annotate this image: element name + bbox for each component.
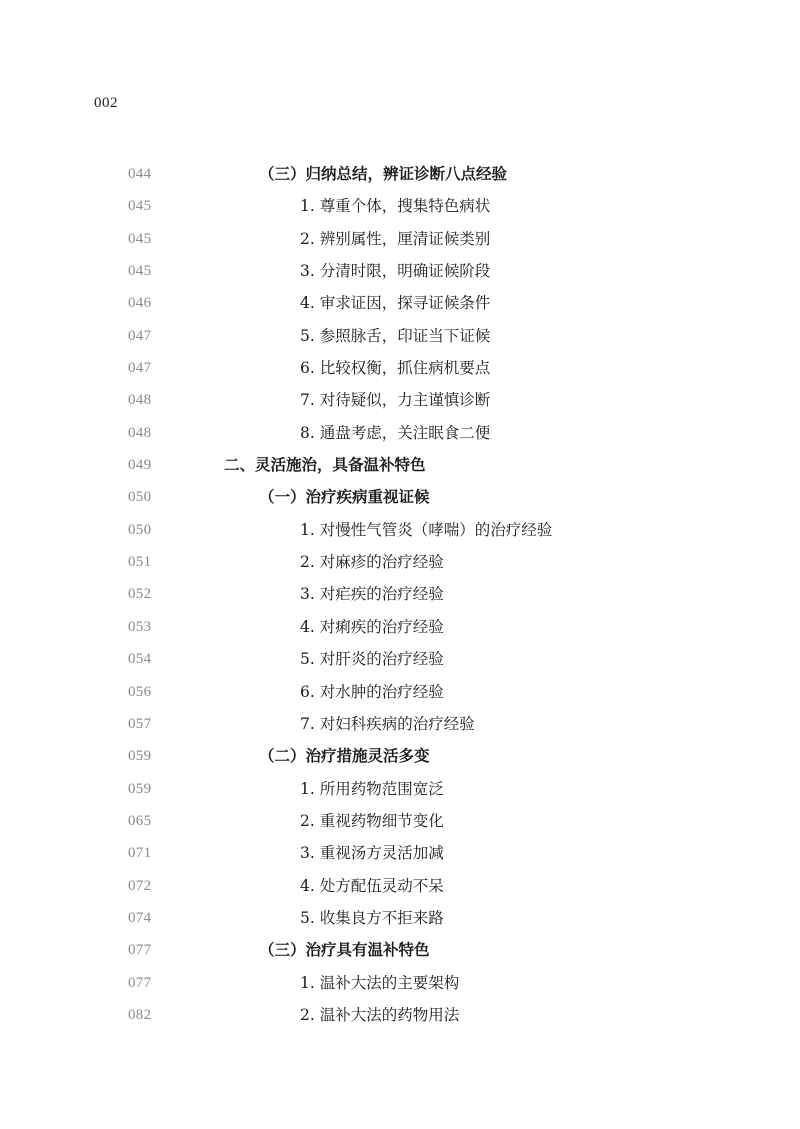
toc-entry (0, 546, 800, 578)
toc-page-number: 051 (128, 554, 152, 571)
toc-item-title: 1. 尊重个体，搜集特色病状 (300, 197, 491, 216)
toc-page-number: 045 (128, 198, 152, 215)
toc-item-title: 3. 对疟疾的治疗经验 (300, 585, 444, 604)
toc-item-title: 7. 对妇科疾病的治疗经验 (300, 714, 475, 733)
toc-page-number: 050 (128, 489, 152, 506)
toc-subsection-title: （一）治疗疾病重视证候 (259, 487, 430, 507)
toc-item-title: 4. 对痢疾的治疗经验 (300, 617, 444, 636)
toc-page-number: 047 (128, 360, 152, 377)
toc-item-title: 2. 对麻疹的治疗经验 (300, 553, 444, 572)
toc-item-title: 3. 重视汤方灵活加减 (300, 844, 444, 863)
toc-item-title: 4. 处方配伍灵动不呆 (300, 876, 444, 895)
toc-section-title: 二、灵活施治，具备温补特色 (224, 455, 426, 475)
toc-page-number: 059 (128, 748, 152, 765)
toc-entry (0, 320, 800, 352)
toc-page-number: 052 (128, 586, 152, 603)
toc-item-title: 3. 分清时限，明确证候阶段 (300, 262, 491, 281)
toc-entry (0, 999, 800, 1031)
toc-page-number: 074 (128, 909, 152, 926)
toc-page-number: 054 (128, 651, 152, 668)
toc-page-number: 048 (128, 392, 152, 409)
toc-item-title: 7. 对待疑似，力主谨慎诊断 (300, 391, 491, 410)
toc-page-number: 053 (128, 618, 152, 635)
toc-entry (0, 676, 800, 708)
toc-entry (0, 287, 800, 319)
toc-entry (0, 223, 800, 255)
toc-page-number: 059 (128, 780, 152, 797)
toc-entry (0, 740, 800, 772)
toc-page-number: 050 (128, 521, 152, 538)
toc-subsection-title: （三）治疗具有温补特色 (259, 940, 430, 960)
toc-page-number: 047 (128, 327, 152, 344)
toc-item-title: 2. 温补大法的药物用法 (300, 1005, 460, 1024)
toc-subsection-title: （三）归纳总结，辨证诊断八点经验 (259, 164, 508, 183)
toc-entry (0, 514, 800, 546)
toc-entry (0, 449, 800, 481)
toc-page-number: 049 (128, 457, 152, 474)
toc-entry (0, 643, 800, 675)
toc-entry (0, 384, 800, 416)
toc-entry (0, 708, 800, 740)
toc-page-number: 045 (128, 263, 152, 280)
toc-page-number: 044 (128, 166, 152, 182)
toc-entry (0, 837, 800, 869)
toc-item-title: 2. 辨别属性，厘清证候类别 (300, 229, 491, 248)
toc-entry (0, 805, 800, 837)
toc-entry (0, 578, 800, 610)
toc-page-number: 077 (128, 942, 152, 959)
toc-entry (0, 870, 800, 902)
page-number: 002 (94, 95, 118, 111)
toc-item-title: 5. 参照脉舌，印证当下证候 (300, 326, 491, 345)
toc-page-number: 065 (128, 812, 152, 829)
table-of-contents (0, 158, 800, 1031)
toc-item-title: 2. 重视药物细节变化 (300, 811, 444, 830)
toc-page-number: 077 (128, 974, 152, 991)
toc-entry (0, 611, 800, 643)
toc-entry (0, 902, 800, 934)
toc-page-number: 071 (128, 845, 152, 862)
toc-page-number: 056 (128, 683, 152, 700)
toc-page-number: 046 (128, 295, 152, 312)
toc-page-number: 082 (128, 1006, 152, 1023)
toc-item-title: 5. 对肝炎的治疗经验 (300, 650, 444, 669)
toc-page-number: 072 (128, 877, 152, 894)
toc-page-number: 045 (128, 230, 152, 247)
toc-item-title: 6. 比较权衡，抓住病机要点 (300, 359, 491, 378)
toc-item-title: 6. 对水肿的治疗经验 (300, 682, 444, 701)
toc-entry (0, 255, 800, 287)
toc-item-title: 1. 所用药物范围宽泛 (300, 779, 444, 798)
toc-entry (0, 190, 800, 222)
toc-item-title: 1. 对慢性气管炎（哮喘）的治疗经验 (300, 520, 553, 539)
toc-entry (0, 481, 800, 513)
toc-item-title: 4. 审求证因，探寻证候条件 (300, 294, 491, 313)
toc-page-number: 057 (128, 715, 152, 732)
toc-entry (0, 934, 800, 966)
toc-item-title: 1. 温补大法的主要架构 (300, 973, 460, 992)
toc-entry (0, 773, 800, 805)
toc-entry (0, 352, 800, 384)
toc-entry (0, 417, 800, 449)
toc-entry (0, 158, 800, 190)
toc-subsection-title: （二）治疗措施灵活多变 (259, 746, 430, 766)
toc-item-title: 5. 收集良方不拒来路 (300, 908, 444, 927)
toc-item-title: 8. 通盘考虑，关注眠食二便 (300, 423, 491, 442)
toc-page-number: 048 (128, 424, 152, 441)
toc-entry (0, 967, 800, 999)
